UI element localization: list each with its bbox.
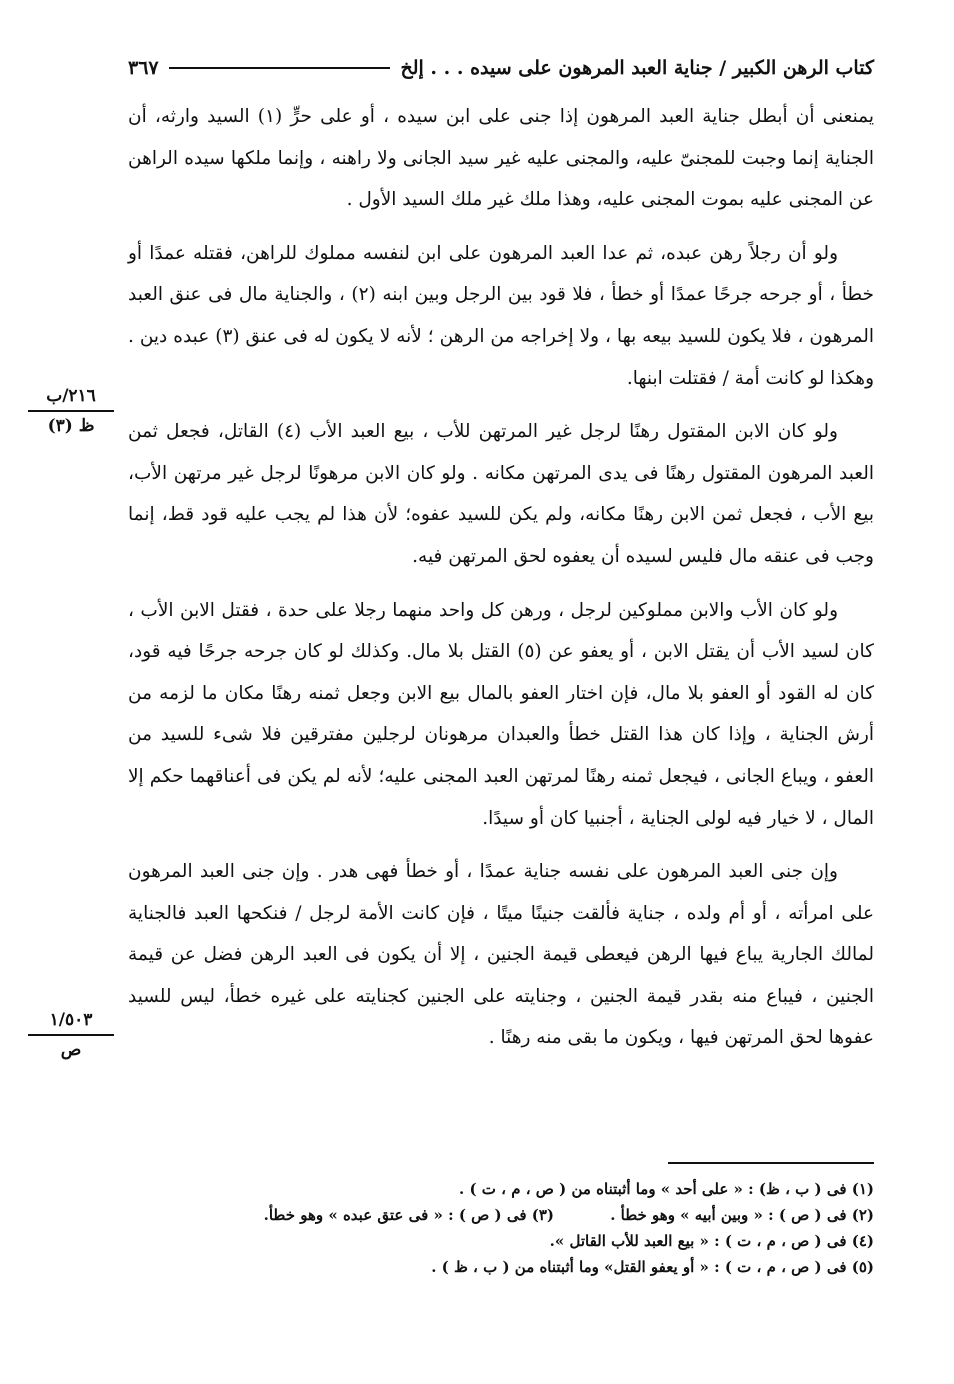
- running-header: [128, 48, 874, 88]
- footnote-1: (١) فى ( ب ، ظ) : « على أحد » وما أثبتناه من ( ص ، م ، ت ) .: [459, 1180, 874, 1198]
- margin-note-manuscript-2: [28, 1008, 114, 1062]
- margin-note-manuscript-1: [28, 384, 114, 438]
- footnotes: [128, 1176, 874, 1280]
- paragraph-4: ولو كان الأب والابن مملوكين لرجل ، ورهن كل واحد منهما رجلا على حدة ، فقتل الابن الأب ، كان لسيد الأب أن يقتل الابن ، أو يعفو عن (٥) القتل بلا مال. وكذلك لو كان جرحه جرحًا فيه قود، كان له القود أو العفو بلا مال، فإن اختار العفو بالمال بيع الابن وجعل ثمنه رهنًا مكان ما لزمه من أرش الجناية ، وإذا كان هذا القتل خطأ والعبدان مرهونان لرجلين مفترقين فلا شىء للسيد من العفو ، ويباع الجانى ، فيجعل ثمنه رهنًا لمرتهن العبد المجنى عليه؛ لأنه لم يكن فى أعناقهما حكم إلا المال ، لا خيار فيه لولى الجناية ، أجنبيا كان أو سيدًا.: [128, 599, 874, 829]
- margin-note-siglum: ص: [60, 1040, 82, 1060]
- margin-note-folio: ١/٥٠٣: [28, 1008, 114, 1036]
- page-number: ٣٦٧: [128, 57, 159, 79]
- footnote-5: (٥) فى ( ص ، م ، ت ) : « أو يعفو القتل» وما أثبتناه من ( ب ، ظ ) .: [431, 1258, 874, 1276]
- paragraph-2: ولو أن رجلاً رهن عبده، ثم عدا العبد المرهون على ابن لنفسه مملوك للراهن، فقتله عمدًا أو خطأ ، أو جرحه جرحًا عمدًا أو خطأ ، فلا قود بين الرجل وبين ابنه (٢) ، والجناية مال فى عنق العبد المرهون ، فلا يكون للسيد بيعه بها ، ولا إخراجه من الرهن ؛ لأنه لا يكون له فى عنق (٣) عبده دين . وهكذا لو كانت أمة / فقتلت ابنها.: [128, 242, 875, 389]
- footnote-3: (٣) فى ( ص ) : « فى عتق عبده » وهو خطأ.: [263, 1206, 554, 1224]
- paragraph-1: يمنعنى أن أبطل جناية العبد المرهون إذا جنى على ابن سيده ، أو على حرٍّ (١) السيد وارثه، أن الجناية إنما وجبت للمجنىّ عليه، والمجنى عليه غير سيد الجانى ولا راهنه ، وإنما ملكها سيده الراهن عن المجنى عليه بموت المجنى عليه، وهذا ملك غير ملك السيد الأول .: [128, 106, 874, 211]
- paragraph-5: وإن جنى العبد المرهون على نفسه جناية عمدًا ، أو خطأ فهى هدر . وإن جنى العبد المرهون على امرأته ، أو أم ولده ، جناية فألقت جنينًا ميتًا ، فإن كانت الأمة لرجل / فنكحها العبد فالجناية لمالك الجارية يباع فيها الرهن فيعطى قيمة الجنين ، إلا أن يكون فى العبد الرهن فضل عن قيمة الجنين ، فيباع منه بقدر قيمة الجنين ، وجنايته على الجنين كجنايته على غيره خطأ، ليس للسيد عفوها لحق المرتهن فيها ، ويكون ما بقى منه رهنًا .: [128, 861, 874, 1049]
- main-text: [128, 96, 874, 1071]
- footnote-separator: [668, 1162, 874, 1164]
- margin-note-folio: ٢١٦/ب: [28, 384, 114, 412]
- header-title: كتاب الرهن الكبير / جناية العبد المرهون على سيده . . . إلخ: [400, 57, 874, 79]
- footnote-4: (٤) فى ( ص ، م ، ت ) : « بيع العبد للأب القاتل ».: [549, 1232, 874, 1250]
- paragraph-3: ولو كان الابن المقتول رهنًا لرجل غير المرتهن للأب ، بيع العبد الأب (٤) القاتل، فجعل ثمن العبد المرهون المقتول رهنًا فى يدى المرتهن مكانه . ولو كان الابن مرهونًا لرجل غير مرتهن الأب، بيع الأب ، فجعل ثمن الابن رهنًا مكانه، ولم يكن للسيد عفوه؛ لأن هذا لم يجب عليه قود قط، إنما وجب فى عنقه مال فليس لسيده أن يعفوه لحق المرتهن فيه.: [128, 421, 874, 567]
- footnote-row-2-3: [128, 1202, 874, 1228]
- footnote-2: (٢) فى ( ص ) : « وبين أبيه » وهو خطأ .: [610, 1206, 874, 1224]
- margin-note-siglum: ظ (٣): [47, 416, 95, 436]
- header-rule: [169, 67, 391, 69]
